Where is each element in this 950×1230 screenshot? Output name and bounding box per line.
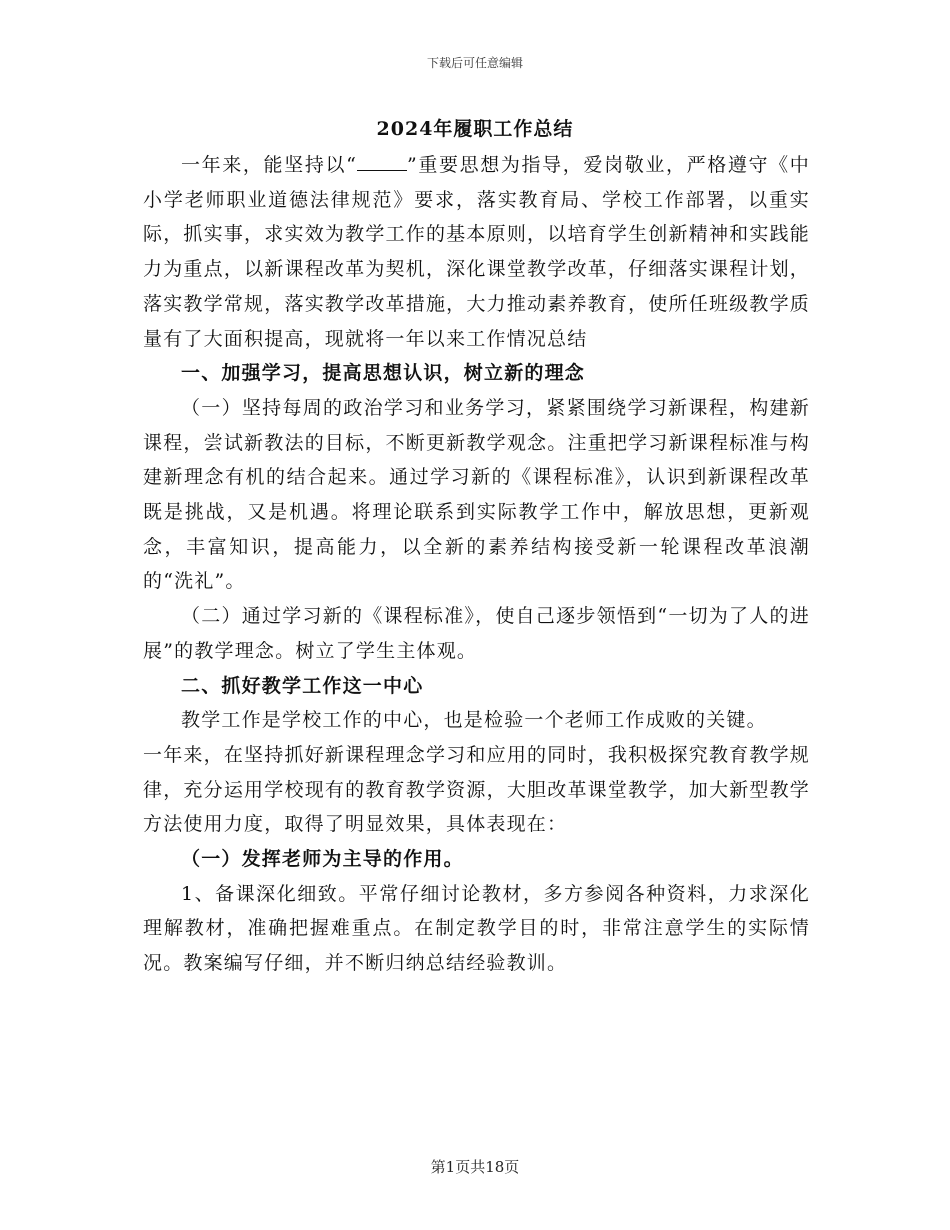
page-footer: 第1页共18页 bbox=[430, 1158, 520, 1176]
section-1-heading: 一、加强学习，提高思想认识，树立新的理念 bbox=[181, 362, 586, 385]
section-2-subheading-1: （一）发挥老师为主导的作用。 bbox=[181, 848, 464, 871]
section-2-heading: 二、抓好教学工作这一中心 bbox=[181, 674, 424, 697]
section-2-paragraph-1: 教学工作是学校工作的中心，也是检验一个老师工作成败的关键。 bbox=[181, 709, 767, 732]
intro-paragraph bbox=[143, 148, 810, 356]
section-1-paragraph-1: （一）坚持每周的政治学习和业务学习，紧紧围绕学习新课程，构建新课程，尝试新教法的目标，不断更新教学观念。注重把学习新课程标准与构建新理念有机的结合起来。通过学习新的《课程标准》，认识到新课程改革既是挑战，又是机遇。将理论联系到实际教学工作中，解放思想，更新观念，丰富知识，提高能力，以全新的素养结构接受新一轮课程改革浪潮的“洗礼”。 bbox=[143, 396, 810, 593]
document-body bbox=[143, 148, 810, 981]
intro-text-after-blank: ”重要思想为指导，爱岗敬业，严格遵守《中小学老师职业道德法律规范》要求，落实教育局、学校工作部署，以重实际，抓实事，求实效为教学工作的基本原则，以培育学生创新精神和实践能力为重点，以新课程改革为契机，深化课堂教学改革，仔细落实课程计划，落实教学常规，落实教学改革措施，大力推动素养教育，使所任班级教学质量有了大面积提高，现就将一年以来工作情况总结 bbox=[143, 154, 810, 350]
document-title: 2024年履职工作总结 bbox=[376, 118, 574, 140]
fill-in-blank bbox=[357, 156, 407, 171]
section-1-paragraph-2: （二）通过学习新的《课程标准》，使自己逐步领悟到“一切为了人的进展”的教学理念。树立了学生主体观。 bbox=[143, 605, 810, 662]
section-2-item-1: 1、备课深化细致。平常仔细讨论教材，多方参阅各种资料，力求深化理解教材，准确把握难重点。在制定教学目的时，非常注意学生的实际情况。教案编写仔细，并不断归纳总结经验教训。 bbox=[143, 882, 810, 975]
intro-text-before-blank: 一年来，能坚持以“ bbox=[181, 154, 357, 176]
section-2-paragraph-2: 一年来，在坚持抓好新课程理念学习和应用的同时，我积极探究教育教学规律，充分运用学校现有的教育教学资源，大胆改革课堂教学，加大新型教学方法使用力度，取得了明显效果，具体表现在： bbox=[143, 743, 810, 836]
header-note: 下载后可任意编辑 bbox=[426, 56, 523, 70]
